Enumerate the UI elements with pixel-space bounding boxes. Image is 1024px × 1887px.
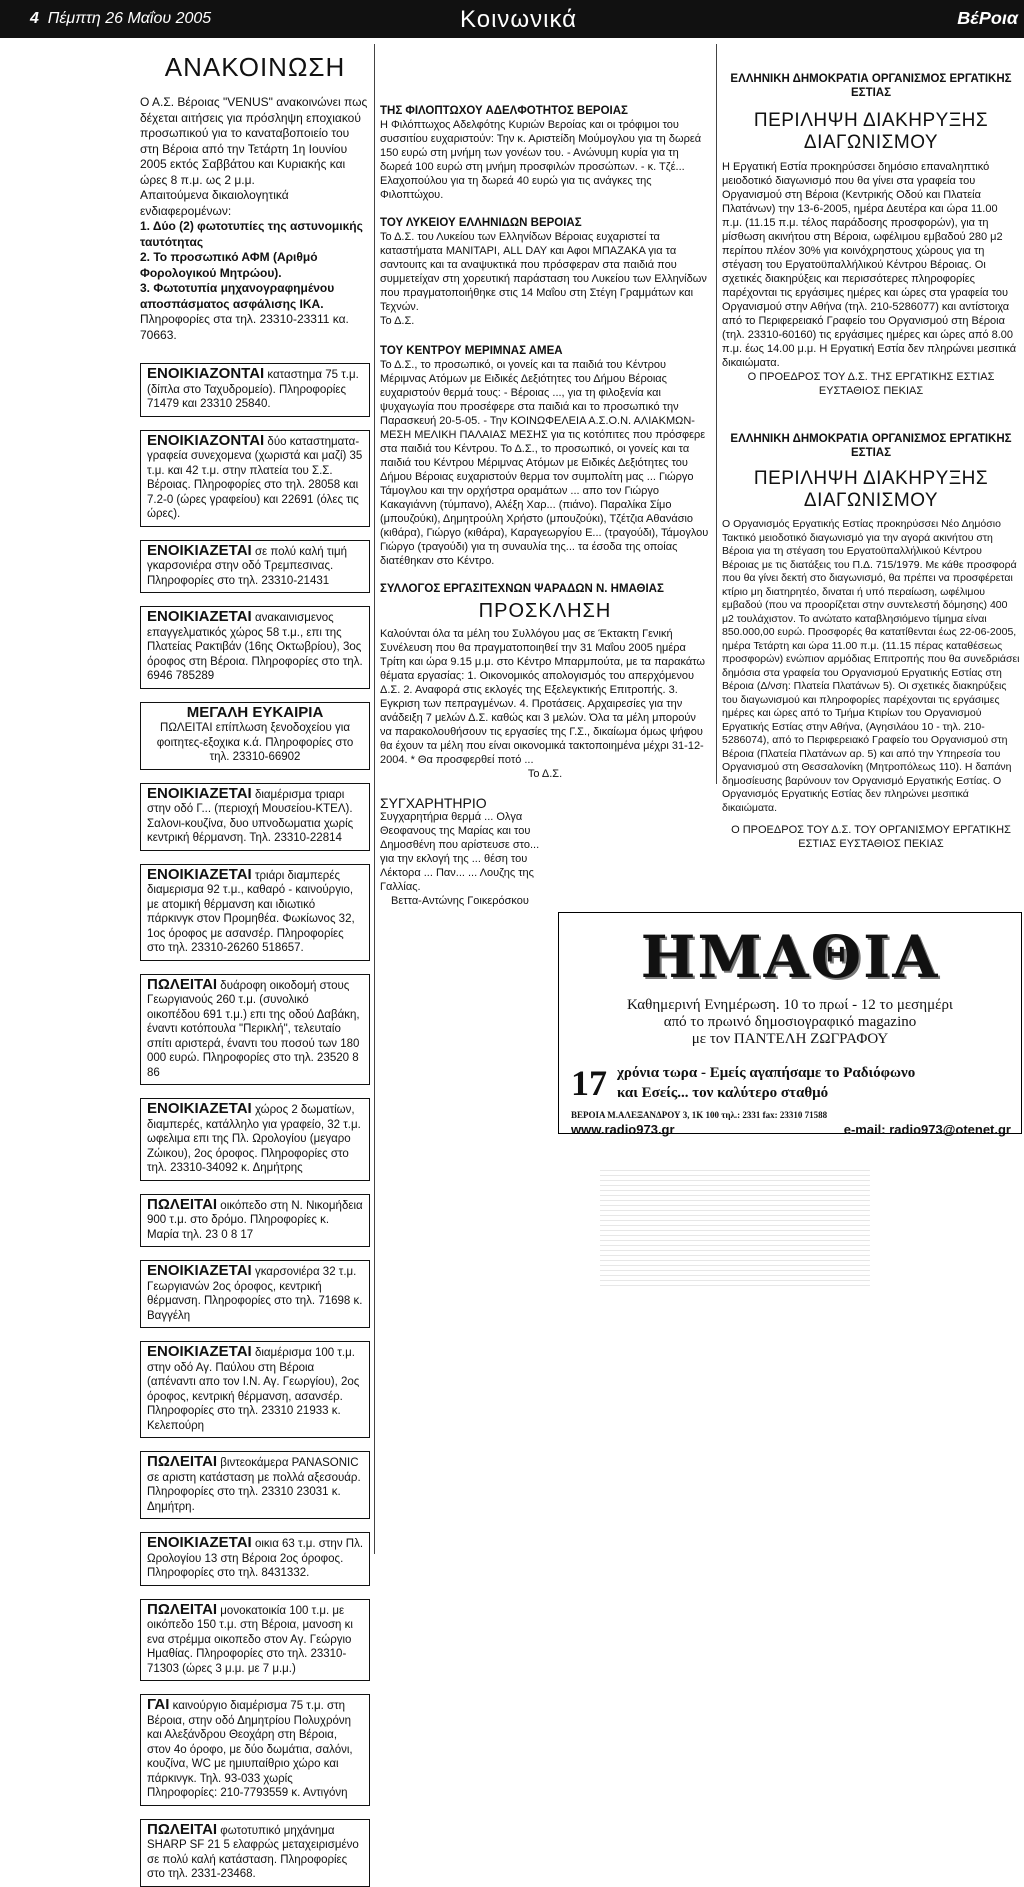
lykeio-sign: Το Δ.Σ.	[380, 315, 415, 327]
left-column	[140, 42, 370, 1880]
notice-req-1: 1. Δύο (2) φωτοτυπίες της αστυνομικής ταυτότητας	[140, 219, 363, 249]
classified-ad	[140, 864, 370, 961]
classified-ad	[140, 974, 370, 1086]
classified-ad	[140, 783, 370, 851]
tender2-title: ΠΕΡΙΛΗΨΗ ΔΙΑΚΗΡΥΞΗΣ ΔΙΑΓΩΝΙΣΜΟΥ	[753, 468, 989, 511]
congrats-body: Συγχαρητήρια θερμά ... Ολγα Θεοφανους της Μαρίας και του Δημοσθένη που αρίστευσε στο... για την εκλογή της ... θέση του Λέκτορα ... Παν... ... Λουζης της Γαλλίας.	[380, 811, 540, 893]
radio-slogan: 17 χρόνια τωρα - Εμείς αγαπήσαμε το Ραδιόφωνο και Εσείς... τον καλύτερο σταθμό	[571, 1063, 916, 1103]
notice-body: Ο Α.Σ. Βέροιας "VENUS" ανακοινώνει πως δέχεται αιτήσεις για πρόσληψη εποχιακού προσωπικού για το καναταβοποιείο του στη Βέροια από την Τετάρτη 1η Ιουνίου 2005 εκτός Σαββάτου και Κυριακής και ώρες 8 π.μ. ως 2 μ.μ.	[140, 95, 368, 187]
tender1-title: ΠΕΡΙΛΗΨΗ ΔΙΑΚΗΡΥΞΗΣ ΔΙΑΓΩΝΙΣΜΟΥ	[753, 110, 989, 153]
notice-title: ΑΝΑΚΟΙΝΩΣΗ	[164, 52, 346, 82]
classified-ad-head: ΕΝΟΙΚΙΑΖΕΤΑΙ	[147, 1100, 252, 1117]
classified-ad-text: βιντεοκάμερα PANASONIC σε αριστη κατάσταση με πολλά αξεσουάρ. Πληροφορίες στο τηλ. 23310 23031 κ. Δημήτρη.	[147, 1457, 361, 1513]
classified-ad	[140, 1451, 370, 1519]
classified-ad-text: διαμέρισμα 100 τ.μ. στην οδό Αγ. Παύλου στη Βέροια (απέναντι απο τον Ι.Ν. Αγ. Γεωργίου), 2ος όροφος, κεντρική θέρμανση, ασανσέρ. Πληροφορίες στο τηλ. 23310 21933 κ. Κελεπούρη	[147, 1347, 360, 1432]
section-title: Κοινωνικά	[460, 6, 578, 33]
classified-ad-text: καινούργιο διαμέρισμα 75 τ.μ. στη Βέροια, στην οδό Δημητρίου Πολυχρόνη και Αλεξάνδρου Θεοχάρη στη Βέροια, στον 4ο όροφο, με δύο δωμάτια, σαλόνι, κουζίνα, WC με ημιυπαίθριο χώρο και πάρκινγκ. Τηλ. 93-033 χωρίς Πληροφορίες: 210-7793559 κ. Αντιγόνη	[147, 1700, 353, 1799]
column-divider-right	[716, 44, 717, 784]
tender2-org: ΕΛΛΗΝΙΚΗ ΔΗΜΟΚΡΑΤΙΑ ΟΡΓΑΝΙΣΜΟΣ ΕΡΓΑΤΙΚΗΣ ΕΣΤΙΑΣ	[730, 433, 1012, 459]
radio-logo: ΗΜΑΘΙΑ	[640, 923, 940, 991]
classified-ad-head: ΓΑΙ	[147, 1696, 170, 1713]
classified-ad	[140, 1819, 370, 1887]
classified-ad-head: ΕΝΟΙΚΙΑΖΕΤΑΙ	[147, 541, 252, 559]
classified-ad-head: ΕΝΟΙΚΙΑΖΕΤΑΙ	[147, 1343, 252, 1360]
middle-column	[380, 42, 710, 1558]
philoptochos-body: Η Φιλόπτωχος Αδελφότης Κυριών Βεροίας και οι τρόφιμοι του συσσιτίου ευχαριστούν: Την κ. Αριστείδη Μούμογλου για τη δωρεά 150 ευρώ στη μνήμη των γονέων του. - Ανώνυμη κυρία για τη δωρεά 100 ευρώ στη μνήμη προσφιλών προσώπων. - κ. Τζέ... Ελαχοπούλου για τη δωρεά 40 ευρώ για τις ανάγκες της Φιλοπτώχου.	[380, 119, 702, 201]
tender1-sign: Ο ΠΡΟΕΔΡΟΣ ΤΟΥ Δ.Σ. ΤΗΣ ΕΡΓΑΤΙΚΗΣ ΕΣΤΙΑΣ ΕΥΣΤΑΘΙΟΣ ΠΕΚΙΑΣ	[747, 371, 995, 397]
classified-ad	[140, 430, 370, 527]
classified-ad-head: ΠΩΛΕΙΤΑΙ	[147, 1820, 218, 1838]
radio-email[interactable]: e-mail: radio973@otenet.gr	[843, 1122, 1011, 1137]
classified-ad-text: δύο καταστηματα-γραφεία συνεχομενα (χωριστά και μαζί) 35 τ.μ. και 42 τ.μ. στην πλατεία του Σ.Σ. Βέροιας. Πληροφορίες στο τηλ. 28058 και 7.2-0 (ώρες γραφείου) και 22691 (όλες τις ώρες).	[147, 435, 363, 520]
classified-ad-text: φωτοτυπικό μηχάνημα SHARP SF 21 5 ελαφρώς μεταχειρισμένο σε πολύ καλή κατάσταση. Πληροφορίες στο τηλ. 2331-23468.	[147, 1824, 359, 1880]
notice-contact: Πληροφορίες στα τηλ. 23310-23311 κα. 70663.	[140, 312, 349, 342]
classified-ad-head: ΠΩΛΕΙΤΑΙ	[147, 975, 218, 993]
invitation-title: ΠΡΟΣΚΛΗΣΗ	[478, 599, 612, 622]
column-divider	[374, 44, 375, 1554]
fishermen-org: ΣΥΛΛΟΓΟΣ ΕΡΓΑΣΙΤΕΧΝΩΝ ΨΑΡΑΔΩΝ Ν. ΗΜΑΘΙΑΣ	[380, 582, 664, 595]
radio-address: ΒΕΡΟΙΑ Μ.ΑΛΕΞΑΝΔΡΟΥ 3, 1Κ 100 τηλ.: 2331 fax: 23310 71588	[571, 1110, 828, 1120]
classified-ad-text: τριάρι διαμπερές διαμερισμα 92 τ.μ., καθαρό - καινούργιο, με ατομική θέρμανση και ιδιωτικό πάρκινγκ στον Προμηθέα. Φωκίωνος 32, 1ος όροφος με ασανσέρ. Πληροφορίες στο τηλ. 23310-26260 518657.	[147, 869, 355, 954]
philoptochos-title: ΤΗΣ ΦΙΛΟΠΤΩΧΟΥ ΑΔΕΛΦΟΤΗΤΟΣ ΒΕΡΟΙΑΣ	[380, 105, 628, 117]
classified-ad	[140, 702, 370, 770]
classified-ad-head: ΕΝΟΙΚΙΑΖΕΤΑΙ	[147, 1534, 252, 1551]
classified-ad	[140, 540, 370, 594]
classified-ad-text: οικια 63 τ.μ. στην Πλ. Ωρολογίου 13 στη Βέροια 2ος όροφος. Πληροφορίες στο τηλ. 8431332.	[147, 1538, 364, 1579]
classified-ad-text: σε πολύ καλή τιμή γκαρσονιέρα στην οδό Τρεμπεσινας. Πληροφορίες στο τηλ. 23310-21431	[147, 545, 347, 587]
radio-line2: από το πρωινό δημοσιογραφικό magazino	[663, 1014, 917, 1030]
classified-ad-head: ΕΝΟΙΚΙΑΖΕΤΑΙ	[147, 784, 252, 802]
classified-ad-head: ΠΩΛΕΙΤΑΙ	[147, 1453, 218, 1470]
congrats-title: ΣΥΓΧΑΡΗΤΗΡΙΟ	[380, 795, 487, 811]
classified-ad-text: καταστημα 75 τ.μ. (δίπλα στο Ταχυδρομείο). Πληροφορίες 71479 και 23310 25840.	[147, 369, 359, 410]
notice-req-3: 3. Φωτοτυπία μηχανογραφημένου αποσπάσματος ασφάλισης ΙΚΑ.	[140, 281, 335, 311]
classified-ad-text: ανακαινισμενος επαγγελματικός χώρος 58 τ.μ., επι της Πλατείας Ρακτιβάν (16ης Οκτωβρίου), 3ος όροφος στη Βέροια. Πληροφορίες στο τηλ. 6946 785289	[147, 612, 363, 682]
right-column	[722, 72, 1020, 850]
printed-stamp	[600, 1170, 870, 1290]
radio-web[interactable]: www.radio973.gr	[571, 1122, 675, 1137]
notice-req-title: Απαιτούμενα δικαιολογητικά ενδιαφερομένων:	[140, 188, 289, 218]
classified-ad-head: ΕΝΟΙΚΙΑΖΕΤΑΙ	[147, 865, 252, 883]
amea-title: ΤΟΥ ΚΕΝΤΡΟΥ ΜΕΡΙΜΝΑΣ ΑΜΕΑ	[380, 344, 563, 357]
classified-ad-head: ΕΝΟΙΚΙΑΖΕΤΑΙ	[147, 608, 252, 625]
classified-ad-head: ΕΝΟΙΚΙΑΖΕΤΑΙ	[147, 1262, 252, 1279]
classified-ad-text: διαμέρισμα τριαρι στην οδό Γ... (περιοχή Μουσείου-ΚΤΕΛ). Σαλονι-κουζίνα, δυο υπνοδωματια χωρίς κεντρική θέρμανση. Τηλ. 23310-22814	[147, 788, 354, 844]
classified-ad	[140, 363, 370, 417]
lykeio-body: Το Δ.Σ. του Λυκείου των Ελληνίδων Βέροιας ευχαριστεί τα καταστήματα ΜΑΝΙΤΑΡΙ, ALL DAY και Αφοι ΜΠΑΖΑΚΑ για τα σαντουιτς και τα αναψυκτικά που πρόσφεραν στα παιδιά που συμμετείχαν στη χορευτική παράσταση του Λυκείου των Ελληνίδων που πραγματοποιήθηκε στις 14 Μαΐου στη Στέγη Γραμμάτων και Τεχνών.	[380, 231, 707, 313]
classified-ad-head: ΕΝΟΙΚΙΑΖΟΝΤΑΙ	[147, 365, 265, 382]
classified-ad-text: οικόπεδο στη Ν. Νικομήδεια 900 τ.μ. στο δρόμο. Πληροφορίες κ. Μαρία τηλ. 23 0 8 17	[147, 1199, 363, 1241]
classified-ad	[140, 1694, 370, 1806]
classified-ad-head: ΠΩΛΕΙΤΑΙ	[147, 1195, 218, 1213]
classified-ads	[140, 363, 370, 1887]
classified-ad	[140, 1599, 370, 1682]
radio-line3: με τον ΠΑΝΤΕΛΗ ΖΩΓΡΑΦΟΥ	[691, 1031, 889, 1047]
tender2-body: Ο Οργανισμός Εργατικής Εστίας προκηρύσσει Νέο Δημόσιο Τακτικό μειοδοτικό διαγωνισμό για την αγορά ακινήτου στη Βέροια για τη στέγαση του Εργατοϋπαλλήλικού Κέντρου Βέροιας με τις διατάξεις του Π.Δ. 715/1979. Με κάθε προσφορά που θα γίνει δεκτή στο διαγωνισμό, θα πρέπει να προσφέρεται κτίριο μη διατηρητέο, διναται ή υπό περαίωση, ωφέλιμου εμβαδού (που να προορίζεται στην συντελεστή δόμησης) 400 μ2 τουλάχιστον. Το ανώτατο καταβλησιόμενο τίμημα είναι 850.000,00 ευρώ. Προσφορές θα κατατίθενται έως 22-06-2005, ημέρα Τετάρτη και ώρα 11.00 π.μ. (11.15 πέρας καταθέσεως προσφορών) ενώπιον αρμόδιας Επιτροπής που θα συνεδριάσει δημόσια στα γραφεία του Οργανισμού Εργατικής Εστίας στη Βέροια (Δ/νση: Πλατεία Πλατάνων 5). Οι σχετικές διακηρύξεις του διαγωνισμού και πληροφορίες παρέχονται τις εργάσιμες ημέρες και ώρες από το Τμήμα Κτιρίων του Οργανισμού Εργατικής Εστίας στην Αθήνα, (Αγησιλάου 10 - τηλ. 210-5286074), από το Περιφερειακό Γραφείο του Οργανισμού στη Βέροια (Πλατεία Πλατάνων αρ. 5) και από την Υπηρεσία του Οργανισμού στη Θεσσαλονίκη (Μητροπόλεως 110). Η δαπάνη δημοσίευσης βαρύνουν τον Οργανισμό Εργατικής Εστίας. Ο Οργανισμός Εργατικής Εστίας δεν πληρώνει μεσιτικά δικαιώματα.	[722, 518, 1020, 814]
classified-ad-text: μονοκατοικία 100 τ.μ. με οικόπεδο 150 τ.μ. στη Βέροια, μανοση κι ενα στρέμμα οικοπεδο στον Αγ. Γεώργιο Ημαθίας. Πληροφορίες στο τηλ. 23310-71303 (ώρες 3 μ.μ. με 7 μ.μ.)	[147, 1604, 353, 1675]
classified-ad	[140, 1194, 370, 1248]
tender1-body: Η Εργατική Εστία προκηρύσσει δημόσιο επαναληπτικό μειοδοτικό διαγωνισμό που θα γίνει στα γραφεία του Οργανισμού στη Βέροια (Κεντρικής Οδού και Πλατεία Πλατάνων) την 13-6-2005, ημέρα Δευτέρα και ώρα 11.00 π.μ. (11.15 π.μ. τέλος παράδοσης προσφορών), για τη μίσθωση ακινήτου στη Βέροια, ωφέλιμου εμβαδού 280 μ2 περίπου πλέον 30% για κοινόχρηστους χώρους για τη στέγαση του Εργατοϋπαλλήλικού Κέντρου Βέροιας. Οι σχετικές διακηρύξεις και περισσότερες πληροφορίες παρέχονται τις εργάσιμες ημέρες και ώρες στα γραφεία του Οργανισμού στην Αθήνα (τηλ. 210-5286077) και αντίστοιχα από το Περιφερειακό Γραφείο του Οργανισμού στη Βέροια (τηλ. 23310-60160) τις εργάσιμες ημέρες και ώρες από 8.00 π.μ. έως 14.00 μ.μ. Η Εργατική Εστία δεν πληρώνει μεσιτικά δικαιώματα.	[722, 161, 1017, 369]
amea-body: Το Δ.Σ., το προσωπικό, οι γονείς και τα παιδιά του Κέντρου Μέριμνας Ατόμων με Ειδικές Δεξιότητες του Δήμου Βέροιας ευχαριστούν θερμά τους: - Βέροιας ..., για τη φιλοξενία και ψυχαγωγία που προσέφερε στα παιδιά και το προσωπικό την Παρασκευή 20-5-05. - Την ΚΟΙΝΩΦΕΛΕΙΑ Α.Σ.Ο.Ν. ΑΛΙΑΚΜΩΝ-ΜΕΣΗ ΜΕΛΙΚΗ ΠΑΛΑΙΑΣ ΜΕΣΗΣ για τις κοτόπιτες που πρόσφερε στα παιδιά του Κέντρου. Το Δ.Σ., το προσωπικό, οι γονείς και τα παιδιά του Κέντρου Μέριμνας Ατόμων με Ειδικές Δεξιότητες του Δήμου Βέροιας ευχαριστούν θερμα τον συμπολίτη μας ... Γιώργο Τάμογλου και την ορχήστρα οραμάτων ... απο τον Γιώργο Κακαγιάννη (τύμπανο), Αλέξη Χαρ... (πιάνο). Παραλίκα Σίμο (μπουζούκι), Δημητρούλη Χρήστο (μπουζούκι), Τζέτζια Αθανάσιο (κιθάρα), Γιώργο (κιθάρα), Καραγεωργίου Ε... (τραγούδι), Τάμογλου Γιώργο (τραγούδι) για τη συναυλία της... τα έσοδα της οποίας διατέθηκαν στο Κέντρο.	[380, 358, 709, 567]
classified-ad	[140, 1341, 370, 1438]
tender2-sign: Ο ΠΡΟΕΔΡΟΣ ΤΟΥ Δ.Σ. ΤΟΥ ΟΡΓΑΝΙΣΜΟΥ ΕΡΓΑΤΙΚΗΣ ΕΣΤΙΑΣ ΕΥΣΤΑΘΙΟΣ ΠΕΚΙΑΣ	[731, 824, 1011, 850]
classified-ad-head: ΜΕΓΑΛΗ ΕΥΚΑΙΡΙΑ	[186, 703, 324, 721]
classified-ad-text: χώρος 2 δωματίων, διαμπερές, κατάλληλο για γραφείο, 32 τ.μ. ωφελιμα επι της Πλ. Ωρολογίου (μεγαρο Ζώικου), 2ος όροφος. Πληροφορίες στο τηλ. 23310-34092 κ. Δημήτρης	[147, 1104, 361, 1174]
newspaper-logo: ΒέΡοια	[957, 8, 1018, 28]
classified-ad-head: ΠΩΛΕΙΤΑΙ	[147, 1600, 218, 1618]
radio-ad	[558, 912, 1022, 1137]
page-number-date: 4 Πέμπτη 26 Μαΐου 2005	[30, 10, 212, 27]
page-header	[0, 0, 1024, 38]
classified-ad	[140, 1098, 370, 1181]
classified-ad-text: γκαρσονιέρα 32 τ.μ. Γεωργιανών 2ος όροφος, κεντρική θέρμανση. Πληροφορίες στο τηλ. 71698 κ. Βαγγέλη	[147, 1266, 363, 1322]
classified-ad-text: δυάροφη οικοδομή στους Γεωργιανούς 260 τ.μ. (συνολικό οικοπέδου 691 τ.μ.) επι της οδού Δαβάκη, έναντι κοτόπουλα "Περικλή", τελευταίο σπίτι αριστερά, έναντι του ποσού των 180 000 ευρώ. Πληροφορίες στο τηλ. 23520 8 86	[147, 979, 360, 1079]
lykeio-title: ΤΟΥ ΛΥΚΕΙΟΥ ΕΛΛΗΝΙΔΩΝ ΒΕΡΟΙΑΣ	[380, 217, 582, 229]
classified-ad	[140, 1532, 370, 1586]
classified-ad	[140, 606, 370, 689]
invitation-sign: Το Δ.Σ.	[527, 767, 563, 780]
tender1-org: ΕΛΛΗΝΙΚΗ ΔΗΜΟΚΡΑΤΙΑ ΟΡΓΑΝΙΣΜΟΣ ΕΡΓΑΤΙΚΗΣ ΕΣΤΙΑΣ	[730, 73, 1012, 99]
radio-contacts	[571, 1122, 1021, 1137]
classified-ad-head: ΕΝΟΙΚΙΑΖΟΝΤΑΙ	[147, 431, 265, 449]
radio-line1: Καθημερινή Ενημέρωση. 10 το πρωί - 12 το μεσημέρι	[627, 997, 953, 1013]
classified-ad	[140, 1260, 370, 1328]
classified-ad-text: ΠΩΛΕΙΤΑΙ επίπλωση ξενοδοχείου για φοιτητες-εξοχικα κ.ά. Πληροφορίες στο τηλ. 23310-66902	[156, 722, 354, 763]
invitation-body: Καλούνται όλα τα μέλη του Συλλόγου μας σε Έκτακτη Γενική Συνέλευση που θα πραγματοποιηθεί την 31 Μαΐου 2005 ημέρα Τρίτη και ώρα 9.15 μ.μ. στο Κέντρο Μπαρμπούτα, με τα παρακάτω θέματα εργασίας: 1. Οικονομικός απολογισμός του απερχόμενου Δ.Σ. 2. Αναφορά στις εκλογές της Εξελεγκτικής Επιτροπής. 3. Εγκριση των πεπραγμένων. 4. Προτάσεις. Αρχαιρεσίες για την ανάδειξη 7 μελών Δ.Σ. καθώς και 3 μελών. Όλα τα μέλη μπορούν να παρακολουθήσουν τις εργασίες της Γ.Σ., δικαίωμα όμως ψήφου θα έχουν τα μέλη που είναι οικονομικά τακτοποιημένα μέχρι 31-12-2004. * Θα προσφερθεί ποτό ...	[380, 627, 705, 766]
congrats-sign: Βεττα-Αντώνης Γοικερόσκου	[391, 895, 529, 907]
notice-req-2: 2. Το προσωπικό ΑΦΜ (Αριθμό Φορολογικού Μητρώου).	[140, 250, 318, 280]
